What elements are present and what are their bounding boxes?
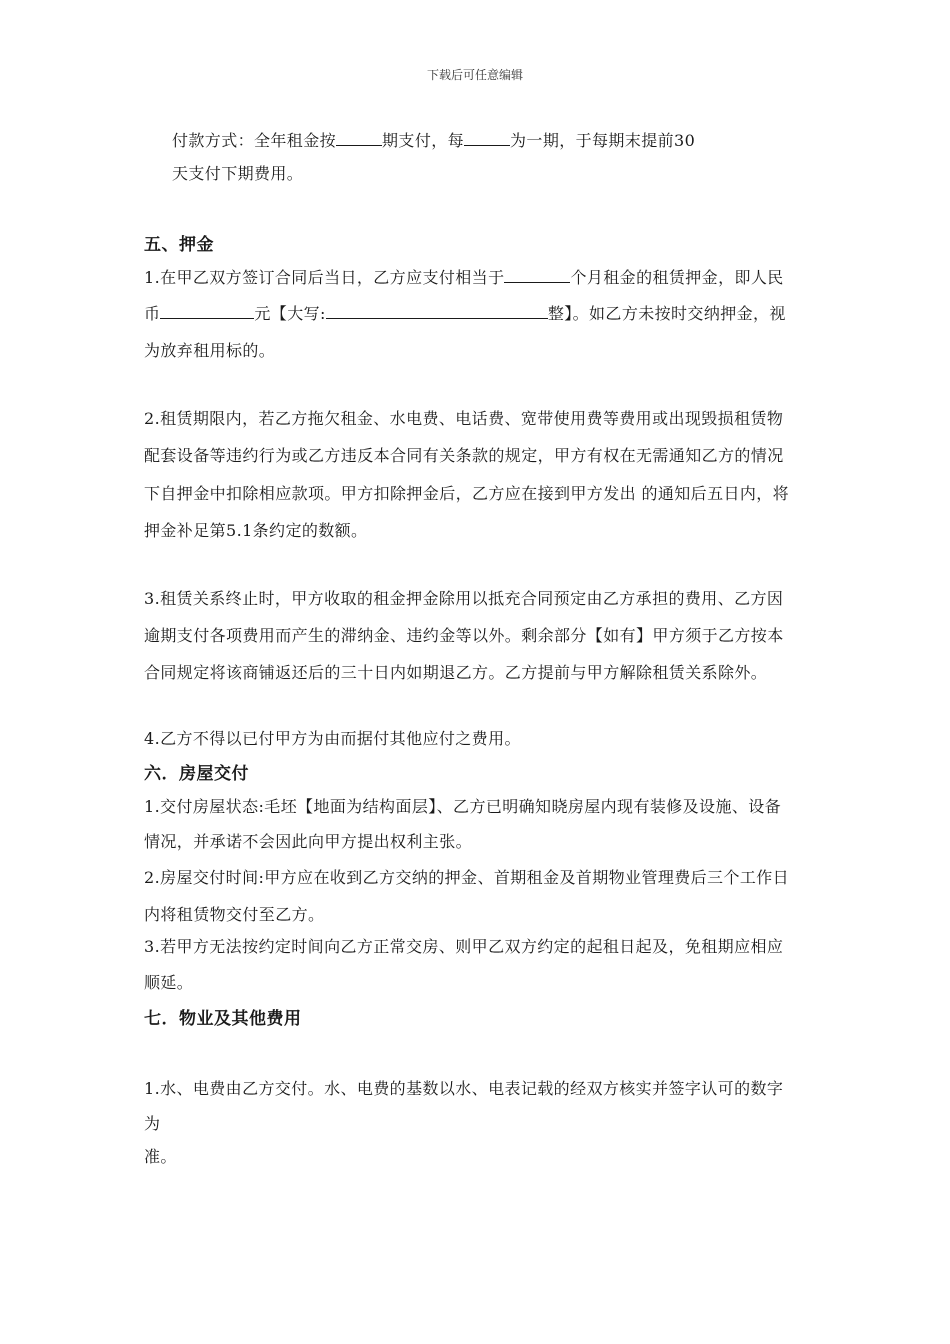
deposit-p1-text-a: 1.在甲乙双方签订合同后当日，乙方应支付相当于 — [144, 268, 505, 287]
deposit-p2-line-1: 2.租赁期限内，若乙方拖欠租金、水电费、电话费、宽带使用费等费用或出现毁损租赁物 — [144, 409, 784, 428]
deposit-p1-text-b: 个月租金的租赁押金，即人民 — [570, 268, 784, 287]
section-7-title: 七．物业及其他费用 — [144, 1009, 302, 1029]
blank-period-count — [336, 131, 382, 146]
payment-text-a: 付款方式：全年租金按 — [172, 131, 337, 150]
payment-text-c: 为一期，于每期末提前30 — [510, 131, 696, 150]
deposit-p3-line-3: 合同规定将该商铺返还后的三十日内如期退乙方。乙方提前与甲方解除租赁关系除外。 — [144, 663, 768, 682]
blank-period-length — [464, 131, 510, 146]
deposit-p4: 4.乙方不得以已付甲方为由而据付其他应付之费用。 — [144, 729, 521, 748]
fees-p1-line-2: 为 — [144, 1114, 161, 1133]
payment-line-1 — [172, 128, 695, 151]
deposit-p1-line-3: 为放弃租用标的。 — [144, 341, 276, 360]
delivery-p1-line-2: 情况，并承诺不会因此向甲方提出权利主张。 — [144, 832, 473, 851]
deposit-p2-line-2: 配套设备等违约行为或乙方违反本合同有关条款的规定，甲方有权在无需通知乙方的情况 — [144, 446, 784, 465]
payment-line-2: 天支付下期费用。 — [172, 164, 304, 183]
blank-amount — [160, 304, 254, 319]
deposit-p1-line-2 — [144, 301, 786, 324]
deposit-p1-text-e: 整】。如乙方未按时交纳押金，视 — [547, 304, 786, 323]
section-5-title: 五、押金 — [144, 235, 214, 255]
blank-months — [504, 268, 570, 283]
deposit-p1-text-d: 元【大写: — [254, 304, 326, 323]
payment-text-b: 期支付，每 — [382, 131, 465, 150]
page-header: 下载后可任意编辑 — [426, 68, 523, 82]
delivery-p2-line-2: 内将租赁物交付至乙方。 — [144, 905, 325, 924]
deposit-p2-line-4: 押金补足第5.1条约定的数额。 — [144, 521, 368, 540]
deposit-p1-line-1 — [144, 265, 784, 288]
section-6-title: 六．房屋交付 — [144, 764, 249, 784]
fees-p1-line-3: 准。 — [144, 1147, 177, 1166]
deposit-p2-line-3: 下自押金中扣除相应款项。甲方扣除押金后，乙方应在接到甲方发出 的通知后五日内，将 — [144, 484, 790, 503]
delivery-p3-line-2: 顺延。 — [144, 973, 194, 992]
blank-amount-uppercase — [326, 304, 548, 319]
deposit-p3-line-2: 逾期支付各项费用而产生的滞纳金、违约金等以外。剩余部分【如有】甲方须于乙方按本 — [144, 626, 784, 645]
delivery-p2-line-1: 2.房屋交付时间:甲方应在收到乙方交纳的押金、首期租金及首期物业管理费后三个工作日 — [144, 868, 790, 887]
delivery-p1-line-1: 1.交付房屋状态:毛坯【地面为结构面层】、乙方已明确知晓房屋内现有装修及设施、设备 — [144, 797, 782, 816]
deposit-p3-line-1: 3.租赁关系终止时，甲方收取的租金押金除用以抵充合同预定由乙方承担的费用、乙方因 — [144, 589, 784, 608]
delivery-p3-line-1: 3.若甲方无法按约定时间向乙方正常交房、则甲乙双方约定的起租日起及，免租期应相应 — [144, 937, 784, 956]
deposit-p1-text-c: 币 — [144, 304, 161, 323]
fees-p1-line-1: 1.水、电费由乙方交付。水、电费的基数以水、电表记载的经双方核实并签字认可的数字 — [144, 1079, 784, 1098]
